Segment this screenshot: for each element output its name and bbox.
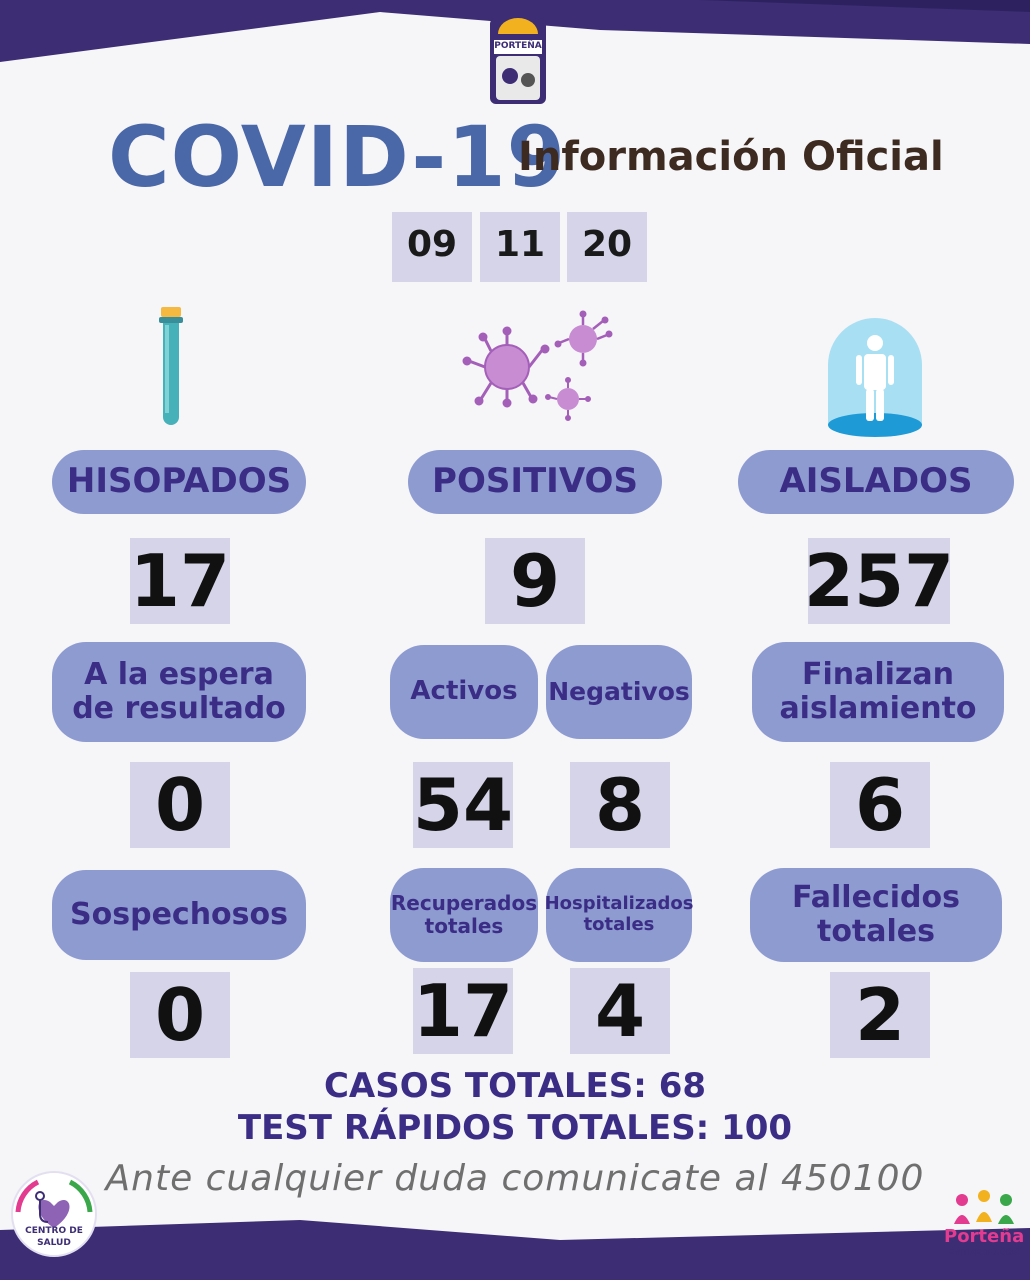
finalizan-value: 6 <box>830 762 930 848</box>
espera-label <box>52 642 306 742</box>
espera-label-line2: de resultado <box>72 691 286 726</box>
recuperados-label-line2: totales <box>424 914 504 938</box>
casos-totales: CASOS TOTALES: 68 <box>323 1066 707 1106</box>
espera-value: 0 <box>130 762 230 848</box>
isolation-person-icon <box>822 315 928 439</box>
hospitalizados-label <box>546 868 692 962</box>
page-subtitle: Información Oficial <box>518 134 944 180</box>
centro-de-salud-logo <box>10 1168 98 1268</box>
hospitalizados-label-line1: Hospitalizados <box>544 893 694 915</box>
porteña-badge-logo <box>488 16 548 106</box>
negativos-label: Negativos <box>546 645 692 739</box>
bottom-band <box>0 1200 1030 1280</box>
portena-entre-todos-logo <box>944 1188 1024 1272</box>
fallecidos-label-line2: totales <box>816 914 936 949</box>
negativos-value: 8 <box>570 762 670 848</box>
fallecidos-value: 2 <box>830 972 930 1058</box>
badge-text: PORTEÑA <box>494 41 542 51</box>
date-day: 09 <box>392 212 472 282</box>
fallecidos-label <box>750 868 1002 962</box>
centro-de-salud-text: CENTRO DE SALUD <box>25 1226 83 1248</box>
portena-logo-subtext: ENTRE TODOS <box>948 1248 1020 1258</box>
recuperados-label-line1: Recuperados <box>390 891 538 915</box>
activos-label: Activos <box>390 645 538 739</box>
hisopados-label: HISOPADOS <box>52 450 306 514</box>
test-tube-icon <box>155 305 187 433</box>
aislados-value: 257 <box>803 539 955 623</box>
hospitalizados-label-line2: totales <box>583 914 655 935</box>
finalizan-label <box>752 642 1004 742</box>
date-month: 11 <box>480 212 560 282</box>
finalizan-label-line1: Finalizan <box>801 656 954 692</box>
sospechosos-value: 0 <box>130 972 230 1058</box>
recuperados-label <box>390 868 538 962</box>
hospitalizados-value: 4 <box>570 968 670 1054</box>
espera-label-line1: A la espera <box>84 656 274 692</box>
contact-message: Ante cualquier duda comunicate al 450100 <box>105 1158 925 1199</box>
positivos-value: 9 <box>485 538 585 624</box>
page-title: COVID-19 <box>108 108 567 206</box>
fallecidos-label-line1: Fallecidos <box>792 879 960 915</box>
aislados-label: AISLADOS <box>738 450 1014 514</box>
positivos-label: POSITIVOS <box>408 450 662 514</box>
recuperados-value: 17 <box>412 969 514 1053</box>
portena-logo-text: Porteña <box>944 1226 1025 1247</box>
sospechosos-label: Sospechosos <box>52 870 306 960</box>
activos-value: 54 <box>412 763 514 847</box>
hisopados-value: 17 <box>129 539 231 623</box>
finalizan-label-line2: aislamiento <box>779 691 977 726</box>
date-year: 20 <box>567 212 647 282</box>
virus-icon <box>455 305 625 425</box>
test-rapidos-totales: TEST RÁPIDOS TOTALES: 100 <box>237 1108 793 1148</box>
